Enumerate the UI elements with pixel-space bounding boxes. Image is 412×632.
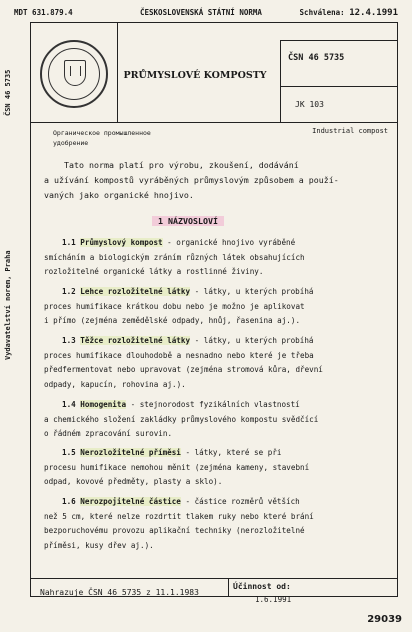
term: Nerozložitelné příměsi <box>80 448 181 457</box>
side-publisher: Vydavatelství norem, Praha <box>4 250 12 360</box>
state-seal-stamp <box>40 40 108 108</box>
definition-1-5: 1.5 Nerozložitelné příměsi - látky, které se při procesu humifikace nemohou měnit (zejména kameny, stavební odpad, kovové předměty, plasty a sklo). <box>44 448 310 486</box>
effective-date: 1.6.1991 <box>255 595 292 604</box>
definition-1-3: 1.3 Těžce rozložitelné látky - látky, u kterých probíhá proces humifikace dlouhodobě a nesnadno nebo které je třeba předfermentovat nebo upravovat (zejména stromová kůra, dřevní odpady, kapucín, rohovina aj.). <box>44 336 323 389</box>
approval <box>300 8 398 18</box>
term: Nerozpojitelné částice <box>80 497 181 506</box>
footer-divider <box>228 578 229 597</box>
page-number: 29039 <box>367 614 402 625</box>
definition-1-6: 1.6 Nerozpojitelné částice - částice rozměrů větších než 5 cm, které nelze rozdrtit tlakem ruky nebo které brání bezporuchovému provozu aplikační techniky (nerozložitelné příměsi, kusy dřev aj.). <box>44 497 314 550</box>
footer-top-rule <box>30 578 398 579</box>
document-title: PRŮMYSLOVÉ KOMPOSTY <box>123 70 267 81</box>
russian-title: Органическое промышленное удобрение <box>53 129 151 147</box>
definition-1-1: 1.1 Průmyslový kompost - organické hnojivo vyráběné smícháním a biologickým zráním různých látek obsahujících rozložitelné organické látky a rostlinné živiny. <box>44 238 305 276</box>
term: Homogenita <box>80 400 127 409</box>
term: Lehce rozložitelné látky <box>80 287 191 296</box>
english-title: Industrial compost <box>312 127 388 135</box>
norm-title: ČESKOSLOVENSKÁ STÁTNÍ NORMA <box>140 8 262 17</box>
intro-paragraph: Tato norma platí pro výrobu, zkoušení, dodávání a užívání kompostů vyráběných průmyslovým způsobem a použí- vaných jako organické hnojivo. <box>44 160 339 200</box>
code-divider <box>280 40 281 122</box>
approved-label: Schválena: <box>299 8 345 17</box>
replaces-note: Nahrazuje ČSN 46 5735 z 11.1.1983 <box>40 588 199 597</box>
term: Těžce rozložitelné látky <box>80 336 191 345</box>
section-heading: 1 NÁZVOSLOVÍ <box>152 216 224 226</box>
term: Průmyslový kompost <box>80 238 163 247</box>
effective-label: Účinnost od: <box>233 582 291 591</box>
coat-of-arms-icon <box>64 60 86 86</box>
csn-code: ČSN 46 5735 <box>288 53 345 63</box>
approved-date: 12.4.1991 <box>349 8 398 18</box>
code-top-rule <box>280 40 398 41</box>
top-header <box>14 8 398 20</box>
side-csn-code: ČSN 46 5735 <box>4 69 12 116</box>
jk-code: JK 103 <box>295 100 324 109</box>
definition-1-4: 1.4 Homogenita - stejnorodost fyzikálních vlastností a chemického složení zakládky průmyslového kompostu svědčící o řádném zpracování surovin. <box>44 400 319 438</box>
code-mid-rule <box>280 86 398 87</box>
definition-1-2: 1.2 Lehce rozložitelné látky - látky, u kterých probíhá proces humifikace krátkou dobu nebo je možno je aplikovat i přímo (zejména zemědělské odpady, hnůj, řasenina aj.). <box>44 287 314 325</box>
header-bottom-rule <box>30 122 398 123</box>
mdt-code: MDT 631.879.4 <box>14 8 73 17</box>
